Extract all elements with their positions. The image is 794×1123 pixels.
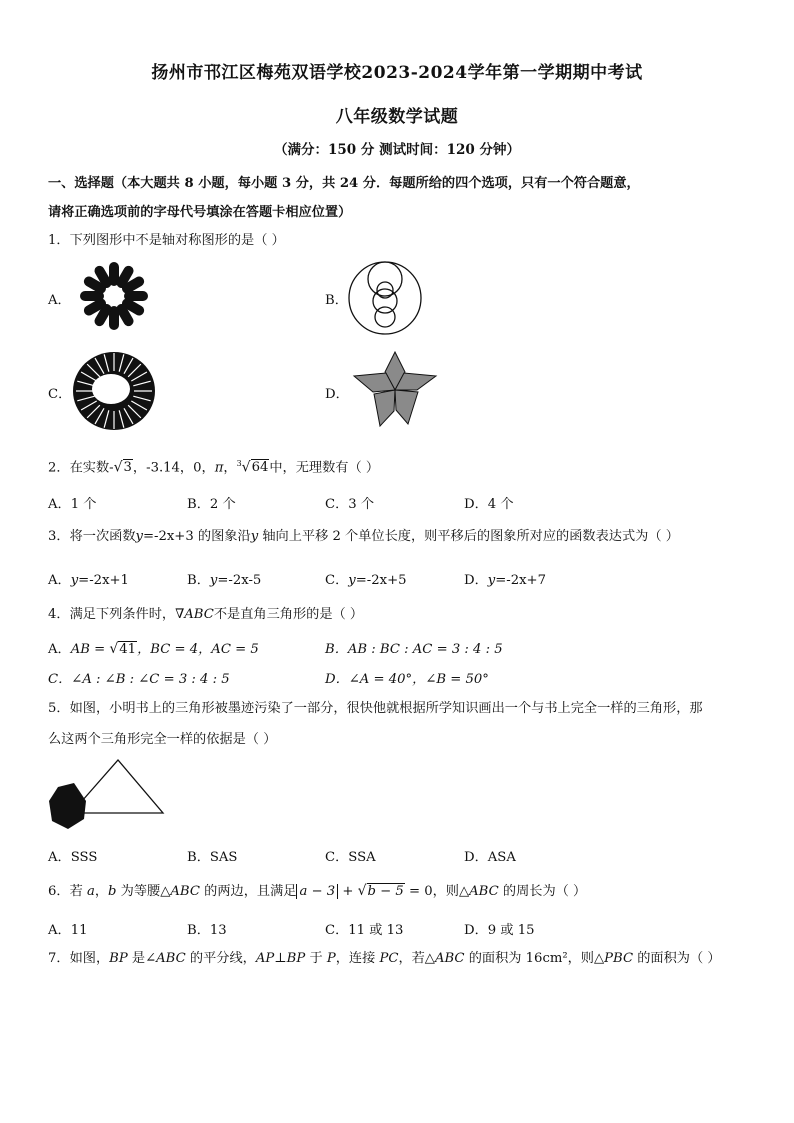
q4-option-a: A．AB = √41，BC = 4，AC = 5	[48, 641, 259, 657]
q6-option-a: A．11	[48, 923, 88, 938]
q5-option-d: D．ASA	[464, 850, 516, 865]
q4-option-b: B．AB : BC : AC = 3 : 4 : 5	[325, 642, 503, 657]
exam-meta: （满分：150 分 测试时间：120 分钟）	[274, 142, 520, 158]
q2-option-b: B．2 个	[187, 497, 236, 512]
q1-option-b-label: B．	[325, 293, 348, 308]
q5-triangle-figure	[46, 757, 168, 835]
q6-sqrt: b − 5	[367, 884, 404, 899]
q6-stem: 6．若 a，b 为等腰△ABC 的两边，且满足 a − 3 + √b − 5 = 0，则△ABC 的周长为（ ）	[48, 883, 587, 899]
q1-figure-d	[350, 348, 440, 430]
q3-option-d: D．y=-2x+7	[464, 573, 546, 588]
q2-option-c: C．3 个	[325, 497, 375, 512]
q4-stem: 4．满足下列条件时，∇ABC不是直角三角形的是（ ）	[48, 607, 364, 622]
q5-option-b: B．SAS	[187, 850, 238, 865]
section-heading-line2: 请将正确选项前的字母代号填涂在答题卡相应位置）	[48, 205, 352, 220]
q5-stem-line2: 么这两个三角形完全一样的依据是（ ）	[48, 732, 277, 747]
q1-stem: 1．下列图形中不是轴对称图形的是（ ）	[48, 233, 285, 248]
q6-option-b: B．13	[187, 923, 227, 938]
q6-option-c: C．11 或 13	[325, 923, 404, 938]
q6-abs-value: a − 3	[296, 884, 338, 899]
exam-subtitle: 八年级数学试题	[335, 107, 459, 127]
q1-figure-b	[347, 260, 423, 336]
q5-option-c: C．SSA	[325, 850, 376, 865]
q1-figure-a	[78, 260, 150, 332]
q4-option-d: D．∠A = 40°，∠B = 50°	[325, 672, 489, 687]
q3-option-a: A．y=-2x+1	[48, 573, 129, 588]
q3-option-c: C．y=-2x+5	[325, 573, 407, 588]
exam-title: 扬州市邗江区梅苑双语学校2023-2024学年第一学期期中考试	[151, 63, 643, 83]
q1-figure-c	[70, 350, 158, 432]
q2-option-a: A．1 个	[48, 497, 97, 512]
q3-option-b: B．y=-2x-5	[187, 573, 262, 588]
q1-option-d-label: D．	[325, 387, 349, 402]
q2-cbrt64: 64	[251, 460, 269, 476]
section-heading-line1: 一、选择题（本大题共 8 小题，每小题 3 分，共 24 分．每题所给的四个选项，只有一个符合题意，	[48, 176, 640, 191]
q5-stem-line1: 5．如图，小明书上的三角形被墨迹污染了一部分，很快他就根据所学知识画出一个与书上完全一样的三角形，那	[48, 701, 703, 716]
q6-option-d: D．9 或 15	[464, 923, 535, 938]
q5-option-a: A．SSS	[48, 850, 98, 865]
q2-sqrt3: 3	[123, 460, 132, 476]
q1-option-c-label: C．	[48, 387, 72, 402]
q3-stem: 3．将一次函数y=-2x+3 的图象沿y 轴向上平移 2 个单位长度，则平移后的图象所对应的函数表达式为（ ）	[48, 529, 679, 544]
q7-stem: 7．如图，BP 是∠ABC 的平分线，AP⊥BP 于 P，连接 PC，若△ABC 的面积为 16cm²，则△PBC 的面积为（ ）	[48, 951, 721, 966]
q2-stem: 2．在实数-√3，-3.14，0，π，$^3$√64中，无理数有（ ）	[48, 459, 380, 476]
q2-option-d: D．4 个	[464, 497, 514, 512]
q4-option-c: C．∠A : ∠B : ∠C = 3 : 4 : 5	[48, 672, 230, 687]
q1-option-a-label: A．	[48, 293, 71, 308]
